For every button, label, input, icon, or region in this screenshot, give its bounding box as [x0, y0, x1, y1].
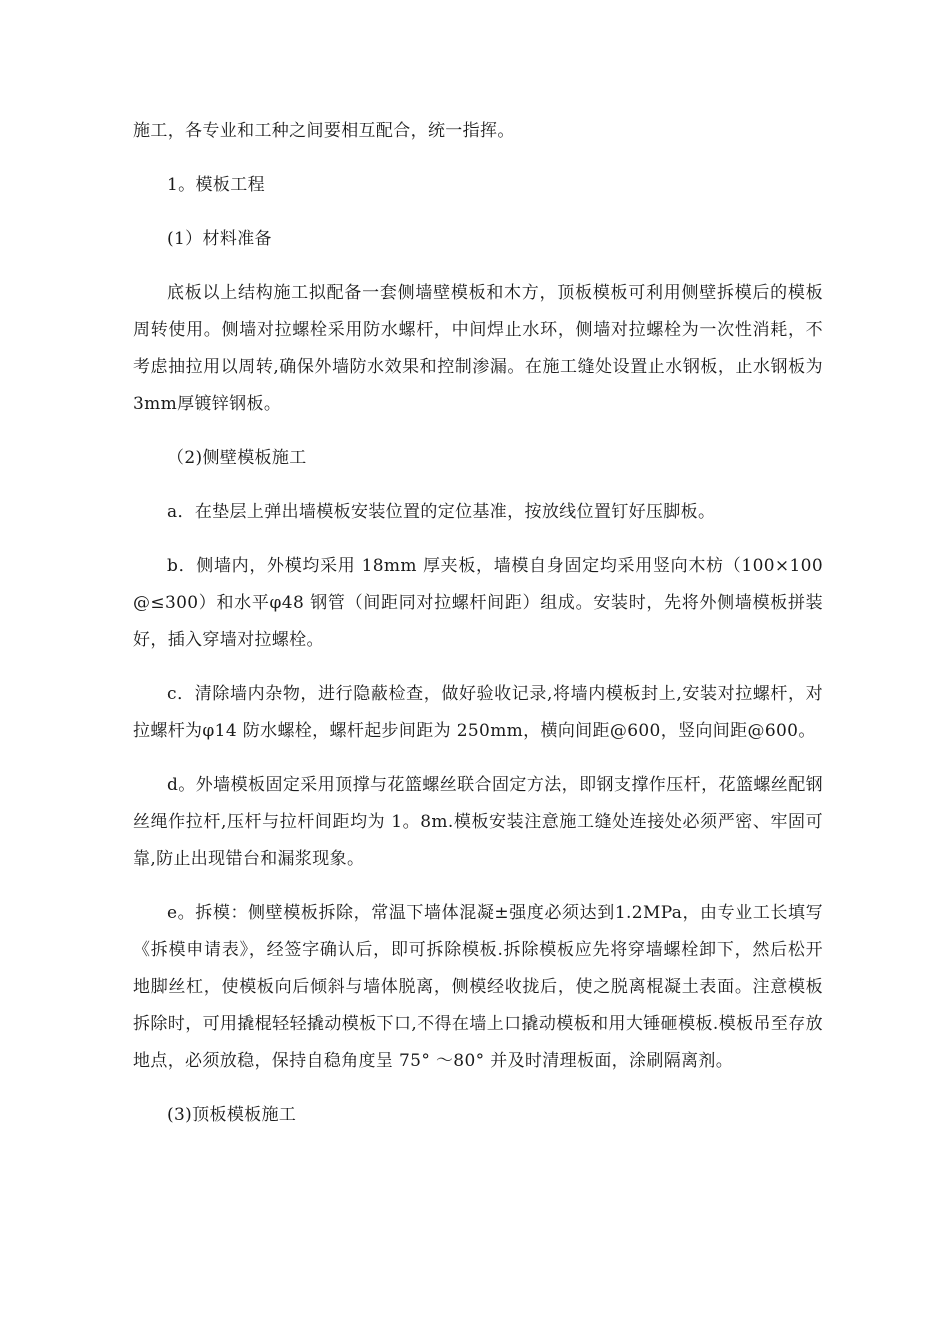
- paragraph-item-c: c．清除墙内杂物，进行隐蔽检查，做好验收记录,将墙内模板封上,安装对拉螺杆，对拉螺杆为φ14 防水螺栓，螺杆起步间距为 250mm，横向间距@600，竖向间距@600。: [133, 684, 823, 741]
- subsection-heading-roof-slab: (3)顶板模板施工: [167, 1105, 297, 1125]
- paragraph-item-d: d。外墙模板固定采用顶撑与花篮螺丝联合固定方法，即钢支撑作压杆，花篮螺丝配钢丝绳作拉杆,压杆与拉杆间距均为 1。8m.模板安装注意施工缝处连接处必须严密、牢固可靠,防止出现错台和漏浆现象。: [133, 775, 823, 869]
- paragraph-continuation: 施工，各专业和工种之间要相互配合，统一指挥。: [133, 121, 515, 141]
- subsection-heading-materials: (1）材料准备: [167, 229, 272, 249]
- document-body: [133, 113, 823, 1134]
- paragraph-materials: 底板以上结构施工拟配备一套侧墙壁模板和木方，顶板模板可利用侧壁拆模后的模板周转使用。侧墙对拉螺栓采用防水螺杆，中间焊止水环，侧墙对拉螺栓为一次性消耗，不考虑抽拉用以周转,确保外墙防水效果和控制渗漏。在施工缝处设置止水钢板，止水钢板为3mm厚镀锌钢板。: [133, 283, 823, 414]
- paragraph-item-b: b．侧墙内，外模均采用 18mm 厚夹板，墙模自身固定均采用竖向木枋（100×100@≤300）和水平φ48 钢管（间距同对拉螺杆间距）组成。安装时，先将外侧墙模板拼装好，插入穿墙对拉螺栓。: [133, 556, 823, 650]
- paragraph-item-e: e。拆模：侧壁模板拆除，常温下墙体混凝±强度必须达到1.2MPa，由专业工长填写《拆模申请表》，经签字确认后，即可拆除模板.拆除模板应先将穿墙螺栓卸下，然后松开地脚丝杠，使模板向后倾斜与墙体脱离，侧模经收拢后，使之脱离棍凝土表面。注意模板拆除时，可用撬棍轻轻撬动模板下口,不得在墙上口撬动模板和用大锤砸模板.模板吊至存放地点，必须放稳，保持自稳角度呈 75° ～80° 并及时清理板面，涂刷隔离剂。: [133, 903, 823, 1071]
- section-heading-formwork: 1。模板工程: [167, 175, 265, 195]
- paragraph-item-a: a．在垫层上弹出墙模板安装位置的定位基准，按放线位置钉好压脚板。: [167, 502, 716, 522]
- subsection-heading-side-wall: （2)侧壁模板施工: [167, 448, 307, 468]
